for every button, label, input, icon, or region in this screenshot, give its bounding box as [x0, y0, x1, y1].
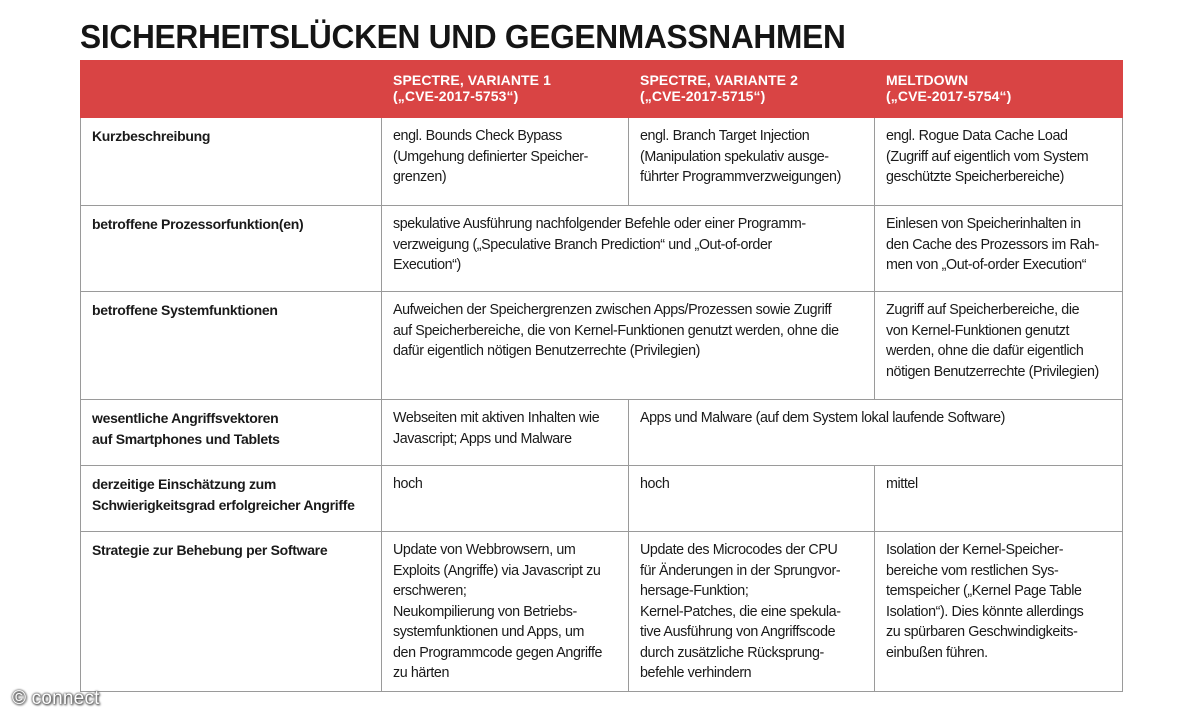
cell-vektoren-spectre1: Webseiten mit aktiven Inhalten wie Javascript; Apps und Malware	[382, 400, 629, 466]
row-label-kurzbeschreibung: Kurzbeschreibung	[81, 118, 382, 206]
row-label-systemfunktionen: betroffene Systemfunktionen	[81, 292, 382, 400]
cell-kurz-meltdown: engl. Rogue Data Cache Load (Zugriff auf eigentlich vom System geschützte Speicherbereiche)	[875, 118, 1123, 206]
table-row	[81, 532, 1123, 692]
row-label-angriffsvektoren: wesentliche Angriffsvektoren auf Smartphones und Tablets	[81, 400, 382, 466]
row-label-schwierigkeitsgrad: derzeitige Einschätzung zum Schwierigkeitsgrad erfolgreicher Angriffe	[81, 466, 382, 532]
table-row	[81, 292, 1123, 400]
cell-system-meltdown: Zugriff auf Speicherbereiche, die von Kernel-Funktionen genutzt werden, ohne die dafür eigentlich nötigen Benutzerrechte (Privilegien)	[875, 292, 1123, 400]
table-row	[81, 118, 1123, 206]
cell-schwierigkeit-spectre1: hoch	[382, 466, 629, 532]
table-row	[81, 400, 1123, 466]
table-row	[81, 206, 1123, 292]
row-label-strategie: Strategie zur Behebung per Software	[81, 532, 382, 692]
vulnerability-table	[80, 60, 1123, 692]
cell-strategie-spectre1: Update von Webbrowsern, um Exploits (Angriffe) via Javascript zu erschweren; Neukompilierung von Betriebs- systemfunktionen und Apps, um den Programmcode gegen Angriffe zu härten	[382, 532, 629, 692]
cell-strategie-spectre2: Update des Microcodes der CPU für Änderungen in der Sprungvor- hersage-Funktion; Kernel-Patches, die eine spekula- tive Ausführung von Angriffscode durch zusätzliche Rücksprung- befehle verhindern	[629, 532, 875, 692]
cell-prozessor-meltdown: Einlesen von Speicherinhalten in den Cache des Prozessors im Rah- men von „Out-of-order Execution“	[875, 206, 1123, 292]
header-spectre-variant-2: SPECTRE, VARIANTE 2 („CVE-2017-5715“)	[629, 61, 875, 118]
cell-strategie-meltdown: Isolation der Kernel-Speicher- bereiche vom restlichen Sys- temspeicher („Kernel Page Table Isolation“). Dies könnte allerdings zu spürbaren Geschwindigkeits- einbußen führen.	[875, 532, 1123, 692]
cell-vektoren-spectre2-meltdown: Apps und Malware (auf dem System lokal laufende Software)	[629, 400, 1123, 466]
header-spectre-variant-1: SPECTRE, VARIANTE 1 („CVE-2017-5753“)	[382, 61, 629, 118]
page-title: SICHERHEITSLÜCKEN UND GEGENMASSNAHMEN	[80, 18, 846, 55]
table-header-row	[81, 61, 1123, 118]
row-label-prozessorfunktion: betroffene Prozessorfunktion(en)	[81, 206, 382, 292]
cell-kurz-spectre1: engl. Bounds Check Bypass (Umgehung definierter Speicher- grenzen)	[382, 118, 629, 206]
cell-kurz-spectre2: engl. Branch Target Injection (Manipulation spekulativ ausge- führter Programmverzweigungen)	[629, 118, 875, 206]
header-empty-cell	[81, 61, 382, 118]
copyright-watermark: © connect	[12, 688, 100, 709]
table-row	[81, 466, 1123, 532]
cell-prozessor-spectre: spekulative Ausführung nachfolgender Befehle oder einer Programm- verzweigung („Speculative Branch Prediction“ und „Out-of-order Execution“)	[382, 206, 875, 292]
header-meltdown: MELTDOWN („CVE-2017-5754“)	[875, 61, 1123, 118]
cell-system-spectre: Aufweichen der Speichergrenzen zwischen Apps/Prozessen sowie Zugriff auf Speicherbereiche, die von Kernel-Funktionen genutzt werden, ohne die dafür eigentlich nötigen Benutzerrechte (Privilegien)	[382, 292, 875, 400]
cell-schwierigkeit-meltdown: mittel	[875, 466, 1123, 532]
cell-schwierigkeit-spectre2: hoch	[629, 466, 875, 532]
